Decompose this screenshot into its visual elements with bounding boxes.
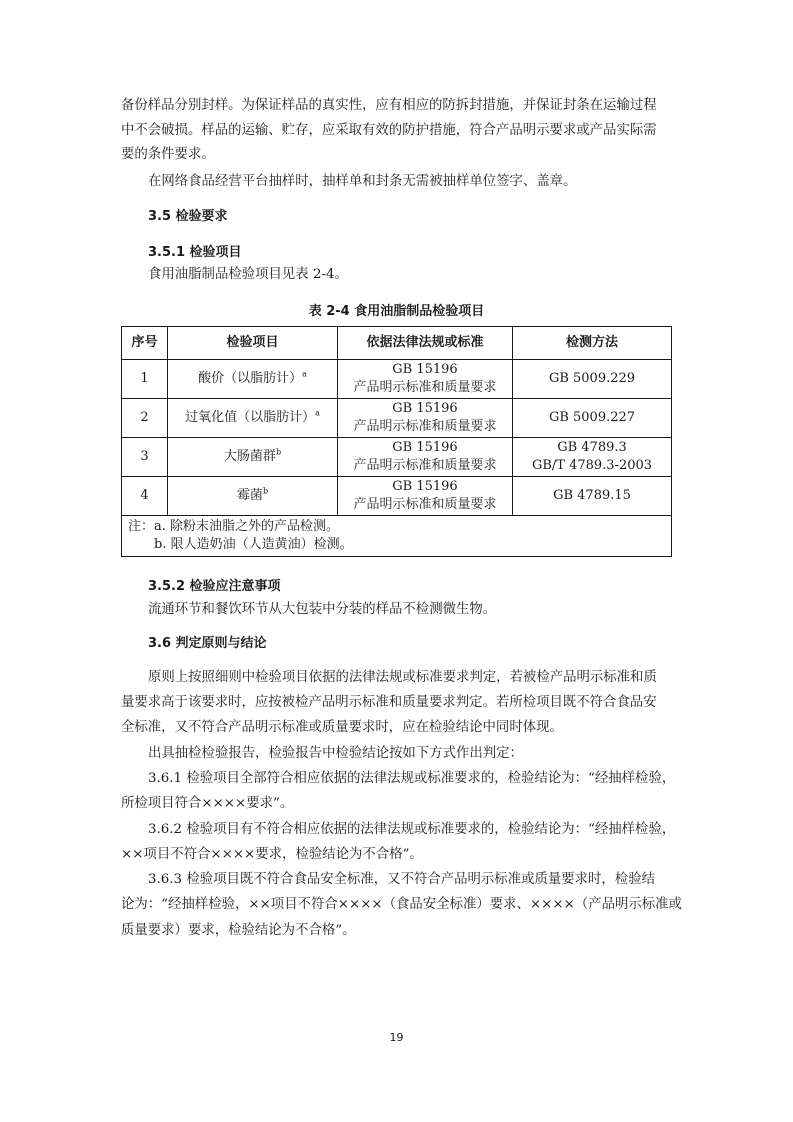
- judgment-para-1-line-1: 原则上按照细则中检验项目依据的法律法规或标准要求判定，若被检产品明示标准和质: [148, 670, 657, 685]
- table-note-row: [122, 516, 672, 557]
- rule-3-6-1-line-1: 3.6.1 检验项目全部符合相应依据的法律法规或标准要求的，检验结论为：“经抽样检验，: [148, 771, 676, 786]
- cell-method: [513, 477, 672, 516]
- section-3-6-heading: 3.6 判定原则与结论: [148, 636, 267, 651]
- section-3-5-1-heading: 3.5.1 检验项目: [148, 245, 242, 260]
- cell-no: 2: [122, 399, 168, 438]
- cell-item: [168, 477, 338, 516]
- item-note-mark: a: [315, 408, 320, 418]
- cell-basis: [338, 477, 513, 516]
- cell-method: [513, 360, 672, 399]
- table-row: [122, 360, 672, 399]
- basis-requirement: 产品明示标准和质量要求: [353, 419, 497, 434]
- basis-standard: GB 15196: [392, 440, 458, 455]
- basis-requirement: 产品明示标准和质量要求: [353, 497, 497, 512]
- rule-3-6-3-line-2: 论为：“经抽样检验，××项目不符合××××（食品安全标准）要求、××××（产品明示标准或: [121, 897, 682, 912]
- basis-standard: GB 15196: [392, 401, 458, 416]
- cell-no: 4: [122, 477, 168, 516]
- item-note-mark: b: [262, 486, 269, 496]
- rule-3-6-2-line-1: 3.6.2 检验项目有不符合相应依据的法律法规或标准要求的，检验结论为：“经抽样检验，: [148, 822, 676, 837]
- cell-basis: [338, 399, 513, 438]
- section-3-5-1-text: 食用油脂制品检验项目见表 2-4。: [148, 267, 348, 282]
- intro-line-2: 中不会破损。样品的运输、贮存，应采取有效的防护措施，符合产品明示要求或产品实际需: [121, 123, 657, 138]
- intro-line-4: 在网络食品经营平台抽样时，抽样单和封条无需被抽样单位签字、盖章。: [148, 174, 577, 189]
- table-row: [122, 438, 672, 477]
- col-header-basis: 依据法律法规或标准: [338, 327, 513, 360]
- basis-standard: GB 15196: [392, 362, 458, 377]
- method-standard: GB 5009.229: [548, 371, 636, 386]
- cell-item: [168, 399, 338, 438]
- item-note-mark: b: [275, 447, 282, 457]
- judgment-para-1-line-2: 量要求高于该要求时，应按被检产品明示标准和质量要求判定。若所检项目既不符合食品安: [121, 695, 657, 710]
- cell-basis: [338, 360, 513, 399]
- judgment-para-1-line-3: 全标准，又不符合产品明示标准或质量要求时，应在检验结论中同时体现。: [121, 720, 563, 735]
- item-note-mark: a: [302, 369, 307, 379]
- table-note-b: b. 限人造奶油（人造黄油）检测。: [154, 537, 353, 552]
- section-3-5-2-heading: 3.5.2 检验应注意事项: [148, 579, 281, 594]
- page-number: 19: [389, 1031, 404, 1044]
- rule-3-6-3-line-1: 3.6.3 检验项目既不符合食品安全标准，又不符合产品明示标准或质量要求时，检验结: [148, 872, 655, 887]
- col-header-method: 检测方法: [513, 327, 672, 360]
- method-standard: GB 4789.15: [553, 488, 631, 503]
- cell-method: [513, 438, 672, 477]
- method-standard: GB 5009.227: [548, 410, 636, 425]
- judgment-para-2: 出具抽检检验报告，检验报告中检验结论按如下方式作出判定：: [148, 746, 523, 761]
- method-standard-alt: GB/T 4789.3-2003: [531, 458, 653, 473]
- table-header-row: [122, 327, 672, 360]
- cell-item: [168, 438, 338, 477]
- table-row: [122, 399, 672, 438]
- method-standard: GB 4789.3: [557, 440, 627, 455]
- cell-no: 1: [122, 360, 168, 399]
- rule-3-6-2-line-2: ××项目不符合××××要求，检验结论为不合格”。: [121, 847, 423, 862]
- table-caption: 表 2-4 食用油脂制品检验项目: [308, 304, 485, 319]
- section-3-5-2-text: 流通环节和餐饮环节从大包装中分装的样品不检测微生物。: [148, 602, 497, 617]
- table-note-cell: [122, 516, 672, 557]
- inspection-items-table: [121, 326, 672, 557]
- cell-item: [168, 360, 338, 399]
- section-3-5-heading: 3.5 检验要求: [148, 209, 228, 224]
- item-name: 霉菌: [236, 488, 263, 503]
- col-header-item: 检验项目: [168, 327, 338, 360]
- table-row: [122, 477, 672, 516]
- intro-line-3: 要的条件要求。: [121, 147, 215, 162]
- intro-line-1: 备份样品分别封样。为保证样品的真实性，应有相应的防拆封措施，并保证封条在运输过程: [121, 98, 657, 113]
- item-name: 大肠菌群: [223, 449, 276, 464]
- item-name: 酸价（以脂肪计）: [198, 371, 303, 386]
- basis-standard: GB 15196: [392, 479, 458, 494]
- rule-3-6-1-line-2: 所检项目符合××××要求”。: [121, 796, 294, 811]
- cell-no: 3: [122, 438, 168, 477]
- col-header-no: 序号: [122, 327, 168, 360]
- cell-basis: [338, 438, 513, 477]
- basis-requirement: 产品明示标准和质量要求: [353, 380, 497, 395]
- table-note-a: 注：a. 除粉末油脂之外的产品检测。: [128, 519, 340, 534]
- basis-requirement: 产品明示标准和质量要求: [353, 458, 497, 473]
- cell-method: [513, 399, 672, 438]
- item-name: 过氧化值（以脂肪计）: [185, 410, 316, 425]
- rule-3-6-3-line-3: 质量要求）要求，检验结论为不合格”。: [121, 923, 356, 938]
